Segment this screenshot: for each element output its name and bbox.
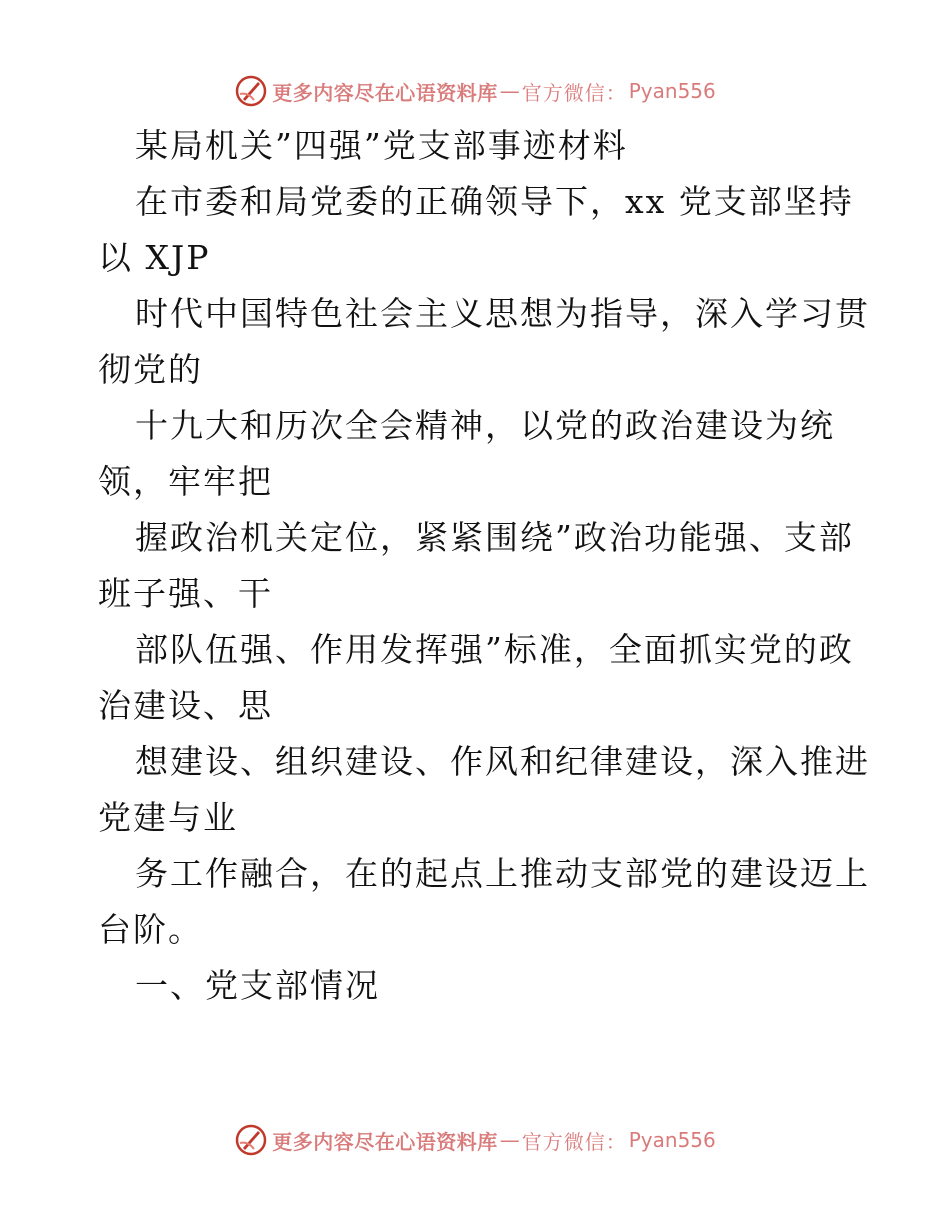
watermark-wechat-label: 官方微信：	[521, 80, 627, 105]
watermark-wechat-id: Pyan556	[628, 1128, 716, 1152]
watermark-text: 更多内容尽在心语资料库	[272, 80, 498, 105]
footer-watermark	[0, 1122, 950, 1158]
paragraph-line: 治建设、思	[98, 686, 273, 725]
paragraph-line: 时代中国特色社会主义思想为指导，深入学习贯	[135, 294, 870, 333]
watermark-wechat-id: Pyan556	[628, 79, 716, 103]
paragraph-line: 班子强、干	[98, 574, 273, 613]
paragraph-line: 部队伍强、作用发挥强”标准，全面抓实党的政	[135, 630, 854, 669]
paragraph-line: 握政治机关定位，紧紧围绕”政治功能强、支部	[135, 518, 854, 557]
watermark-wechat-label: 官方微信：	[521, 1129, 627, 1154]
paragraph-line: 党建与业	[98, 798, 238, 837]
watermark-separator: —	[499, 1128, 520, 1152]
document-body	[98, 118, 870, 1014]
watermark-text: 更多内容尽在心语资料库	[272, 1129, 498, 1154]
quill-logo-icon	[234, 74, 268, 108]
section-heading: 一、党支部情况	[135, 966, 380, 1005]
header-watermark	[0, 73, 950, 109]
paragraph-line: 在市委和局党委的正确领导下，xx 党支部坚持	[135, 182, 854, 221]
paragraph-line: 想建设、组织建设、作风和纪律建设，深入推进	[135, 742, 870, 781]
paragraph-line: 以 XJP	[98, 238, 211, 277]
quill-logo-icon	[234, 1123, 268, 1157]
paragraph-line: 十九大和历次全会精神，以党的政治建设为统	[135, 406, 835, 445]
document-title: 某局机关”四强”党支部事迹材料	[135, 126, 628, 165]
paragraph-line: 彻党的	[98, 350, 203, 389]
paragraph-line: 领，牢牢把	[98, 462, 273, 501]
paragraph-line: 台阶。	[98, 910, 203, 949]
paragraph-line: 务工作融合，在的起点上推动支部党的建设迈上	[135, 854, 870, 893]
watermark-separator: —	[499, 79, 520, 103]
